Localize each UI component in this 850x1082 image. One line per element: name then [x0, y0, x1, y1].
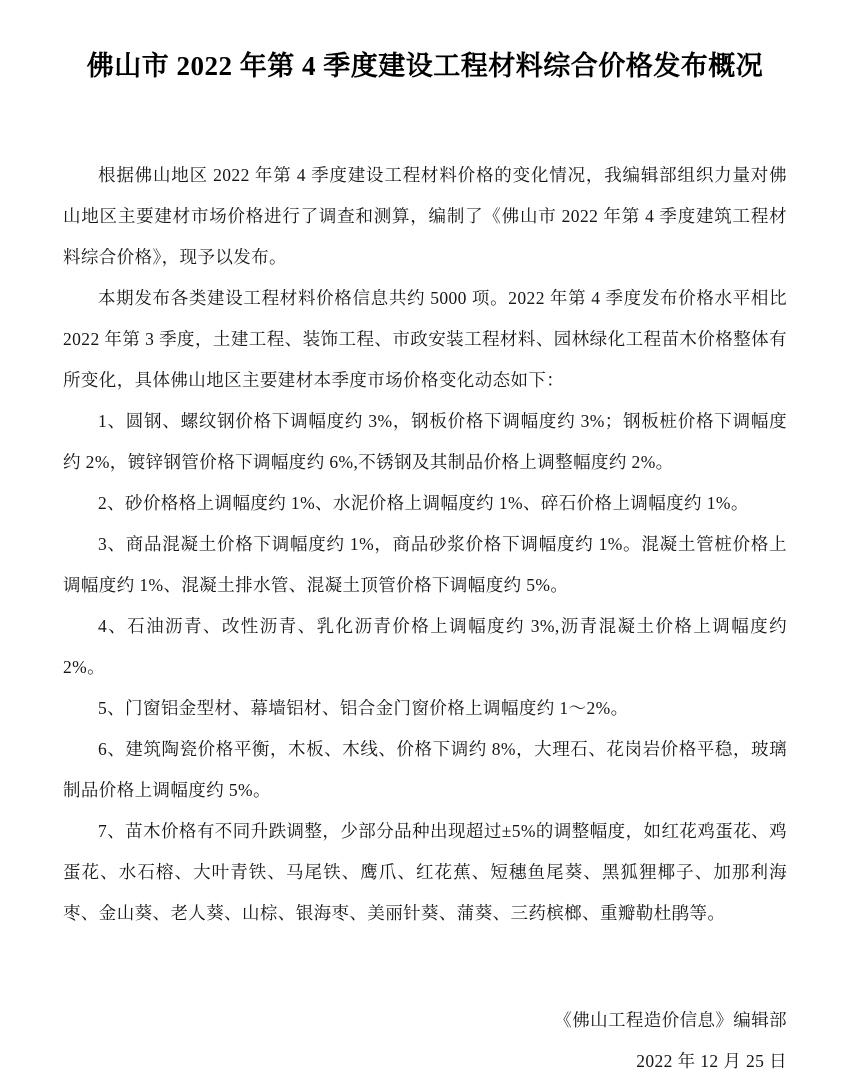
intro-paragraph: 根据佛山地区 2022 年第 4 季度建设工程材料价格的变化情况，我编辑部组织力量对佛山地区主要建材市场价格进行了调查和测算，编制了《佛山市 2022 年第 4 季度建筑工程材料综合价格》，现予以发布。	[63, 165, 787, 267]
list-item-ceramics-wood: 6、建筑陶瓷价格平衡，木板、木线、价格下调约 8%，大理石、花岗岩价格平稳，玻璃制品价格上调幅度约 5%。	[63, 739, 787, 800]
list-item-aluminium: 5、门窗铝金型材、幕墙铝材、铝合金门窗价格上调幅度约 1～2%。	[98, 698, 629, 718]
list-item-seedlings: 7、苗木价格有不同升跌调整，少部分品种出现超过±5%的调整幅度，如红花鸡蛋花、鸡蛋花、水石榕、大叶青铁、马尾铁、鹰爪、红花蕉、短穗鱼尾葵、黑狐狸椰子、加那利海枣、金山葵、老人葵、山棕、银海枣、美丽针葵、蒲葵、三药槟榔、重瓣勒杜鹃等。	[63, 821, 787, 923]
document-title: 佛山市 2022 年第 4 季度建设工程材料综合价格发布概况	[86, 51, 764, 81]
summary-paragraph: 本期发布各类建设工程材料价格信息共约 5000 项。2022 年第 4 季度发布价格水平相比 2022 年第 3 季度，土建工程、装饰工程、市政安装工程材料、园林绿化工程苗木价格整体有所变化，具体佛山地区主要建材本季度市场价格变化动态如下：	[63, 288, 787, 390]
signature-block	[63, 1000, 787, 1082]
list-item-asphalt: 4、石油沥青、改性沥青、乳化沥青价格上调幅度约 3%,沥青混凝土价格上调幅度约 2%。	[63, 616, 787, 677]
signature-line: 《佛山工程造价信息》编辑部	[554, 1010, 787, 1030]
list-item-sand-cement: 2、砂价格格上调幅度约 1%、水泥价格上调幅度约 1%、碎石价格上调幅度约 1%。	[98, 493, 749, 513]
list-item-concrete: 3、商品混凝土价格下调幅度约 1%，商品砂浆价格下调幅度约 1%。混凝土管桩价格上调幅度约 1%、混凝土排水管、混凝土顶管价格下调幅度约 5%。	[63, 534, 787, 595]
date-line: 2022 年 12 月 25 日	[636, 1051, 787, 1071]
list-item-steel: 1、圆钢、螺纹钢价格下调幅度约 3%，钢板价格下调幅度约 3%；钢板桩价格下调幅度约 2%，镀锌钢管价格下调幅度约 6%,不锈钢及其制品价格上调整幅度约 2%。	[63, 411, 787, 472]
document-body	[63, 155, 787, 934]
